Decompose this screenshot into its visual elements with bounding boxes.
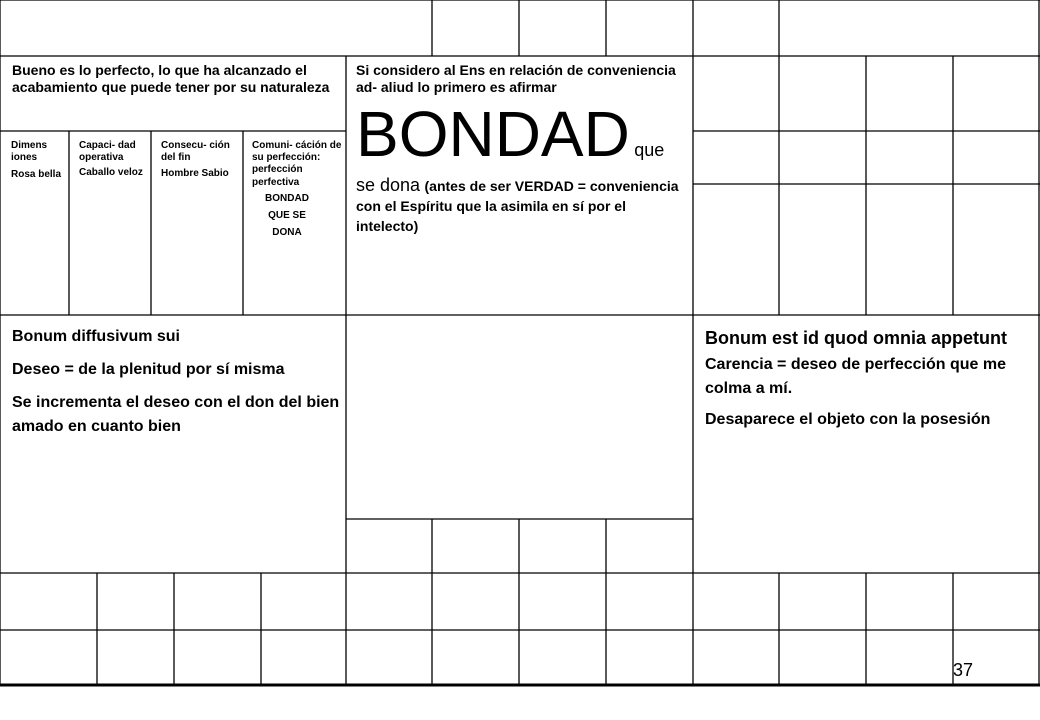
category-example-line: BONDAD: [265, 192, 309, 204]
category-comunicacion: [252, 140, 344, 239]
category-title: Comuni- cáción de su perfección: perfección perfectiva: [252, 140, 342, 188]
category-consecucion: [161, 140, 241, 181]
category-title: Dimens iones: [11, 140, 48, 164]
bonum-est-title: Bonum est id quod omnia appetunt: [705, 328, 1007, 348]
incrementa-line: Se incrementa el deseo con el don del bien amado en cuanto bien: [12, 394, 340, 435]
se-dona-text: se dona: [356, 175, 421, 196]
category-capacidad: [79, 140, 149, 180]
center-note-line: [356, 174, 690, 237]
page-number: 37: [953, 660, 974, 680]
bonum-est-block: [705, 325, 1035, 433]
center-intro: Si considero al Ens en relación de conveniencia ad- aliud lo primero es afirmar: [356, 62, 676, 96]
category-example-line: QUE SE: [268, 209, 306, 221]
category-dimensiones: [11, 140, 67, 182]
category-example-line: DONA: [272, 227, 302, 239]
center-block: [356, 62, 690, 237]
category-example: Rosa bella: [11, 169, 62, 181]
category-title: Consecu- ción del fin: [161, 140, 230, 164]
center-bondad-line: [356, 98, 690, 171]
definition-text: Bueno es lo perfecto, lo que ha alcanzado el acabamiento que puede tener por su naturaleza: [12, 62, 330, 96]
category-example: Caballo veloz: [79, 167, 143, 179]
desaparece-line: Desaparece el objeto con la posesión: [705, 411, 991, 429]
bonum-diffusivum-block: [12, 325, 342, 439]
category-example: Hombre Sabio: [161, 168, 229, 180]
deseo-line: Deseo = de la plenitud por sí misma: [12, 361, 285, 378]
que-word: que: [634, 140, 665, 161]
bondad-heading: BONDAD: [356, 98, 630, 171]
verdad-note: (antes de ser VERDAD = conveniencia con el Espíritu que la asimila en sí por el intelecto): [356, 178, 679, 235]
category-title: Capaci- dad operativa: [79, 140, 136, 164]
carencia-line: Carencia = deseo de perfección que me colma a mí.: [705, 356, 1007, 398]
bonum-diffusivum-line: Bonum diffusivum sui: [12, 328, 180, 345]
